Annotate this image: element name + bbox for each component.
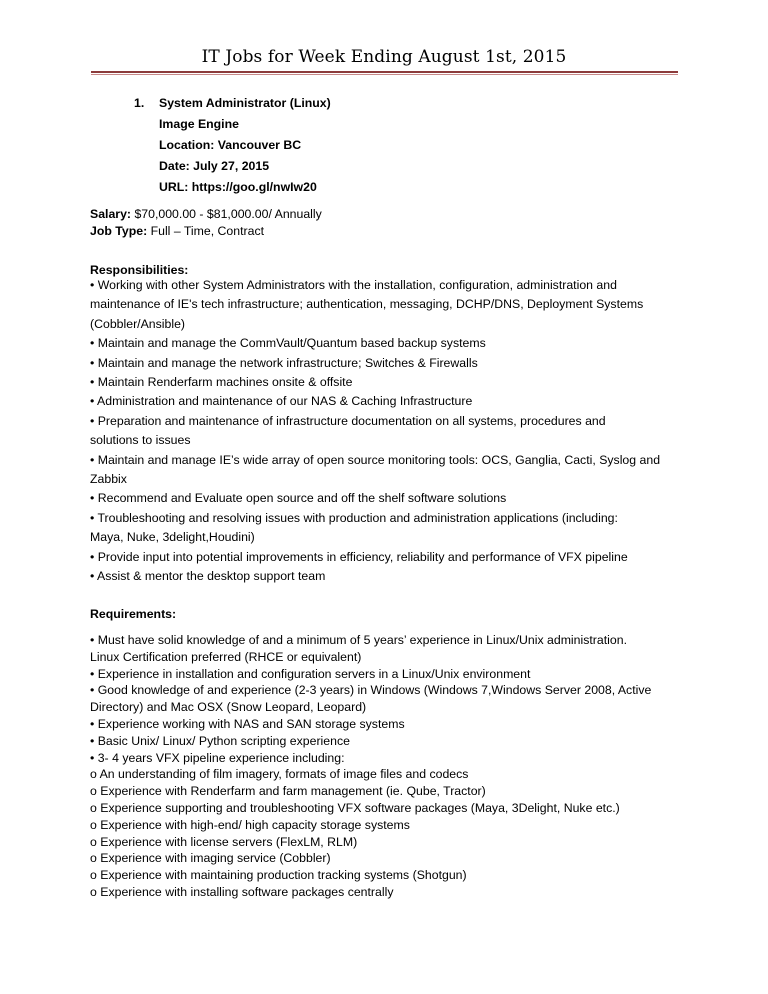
job-url: URL: https://goo.gl/nwIw20 [159, 180, 317, 194]
list-line: o Experience with imaging service (Cobbler) [90, 851, 331, 866]
list-line: • Maintain and manage the network infrastructure; Switches & Firewalls [90, 355, 478, 370]
list-line: solutions to issues [90, 433, 191, 448]
responsibilities-heading: Responsibilities: [90, 263, 189, 277]
list-line: • Working with other System Administrators with the installation, configuration, administration and [90, 278, 617, 292]
list-line: • Recommend and Evaluate open source and off the shelf software solutions [90, 491, 507, 506]
list-line: • Must have solid knowledge of and a minimum of 5 years’ experience in Linux/Unix administration. [90, 633, 627, 647]
list-line: o Experience supporting and troubleshooting VFX software packages (Maya, 3Delight, Nuke etc.) [90, 800, 620, 815]
list-line: • Provide input into potential improvements in efficiency, reliability and performance of VFX pipeline [90, 549, 628, 564]
job-location: Location: Vancouver BC [159, 138, 302, 152]
list-line: • Maintain Renderfarm machines onsite & offsite [90, 375, 353, 390]
list-line: • Experience in installation and configuration servers in a Linux/Unix environment [90, 666, 531, 681]
list-line: Maya, Nuke, 3delight,Houdini) [90, 530, 255, 545]
page-title: IT Jobs for Week Ending August 1st, 2015 [201, 47, 567, 67]
jobtype-value: Full – Time, Contract [147, 224, 265, 238]
jobtype-line [90, 223, 690, 240]
list-line: Linux Certification preferred (RHCE or equivalent) [90, 649, 362, 664]
list-line: • Maintain and manage the CommVault/Quantum based backup systems [90, 336, 486, 351]
list-line: • Assist & mentor the desktop support team [90, 569, 326, 584]
list-line: o An understanding of film imagery, formats of image files and codecs [90, 767, 469, 782]
responsibilities-list [90, 276, 690, 587]
jobtype-label: Job Type: [90, 224, 148, 238]
requirements-heading: Requirements: [90, 607, 177, 621]
company-name: Image Engine [159, 117, 239, 131]
job-heading-lines [159, 93, 559, 198]
title-divider-shadow [91, 74, 678, 75]
title-divider [91, 71, 678, 73]
list-line: • Troubleshooting and resolving issues with production and administration applications (including: [90, 510, 618, 525]
list-line: o Experience with maintaining production tracking systems (Shotgun) [90, 868, 467, 883]
list-line: o Experience with high-end/ high capacity storage systems [90, 817, 410, 832]
list-line: maintenance of IE's tech infrastructure; authentication, messaging, DCHP/DNS, Deployment Systems [90, 297, 644, 312]
list-line: Directory) and Mac OSX (Snow Leopard, Leopard) [90, 700, 367, 715]
job-details [90, 206, 690, 240]
list-line: • Preparation and maintenance of infrastructure documentation on all systems, procedures and [90, 413, 606, 428]
list-line: o Experience with installing software packages centrally [90, 884, 394, 899]
list-line: • 3- 4 years VFX pipeline experience including: [90, 750, 345, 765]
list-line: • Basic Unix/ Linux/ Python scripting experience [90, 733, 350, 748]
salary-label: Salary: [90, 207, 132, 221]
salary-line [90, 206, 690, 223]
job-number: 1. [134, 96, 145, 110]
job-title: System Administrator (Linux) [159, 96, 331, 110]
list-line: • Administration and maintenance of our NAS & Caching Infrastructure [90, 394, 473, 409]
list-line: • Experience working with NAS and SAN storage systems [90, 716, 405, 731]
requirements-list [90, 632, 690, 901]
job-date: Date: July 27, 2015 [159, 159, 270, 173]
list-line: (Cobbler/Ansible) [90, 316, 186, 331]
list-line: Zabbix [90, 472, 127, 487]
list-line: o Experience with Renderfarm and farm management (ie. Qube, Tractor) [90, 784, 486, 799]
salary-value: $70,000.00 - $81,000.00/ Annually [131, 207, 322, 221]
list-line: • Good knowledge of and experience (2-3 years) in Windows (Windows 7,Windows Server 2008, Active [90, 683, 652, 698]
list-line: o Experience with license servers (FlexLM, RLM) [90, 834, 358, 849]
list-line: • Maintain and manage IE’s wide array of open source monitoring tools: OCS, Ganglia, Cacti, Syslog and [90, 452, 661, 467]
